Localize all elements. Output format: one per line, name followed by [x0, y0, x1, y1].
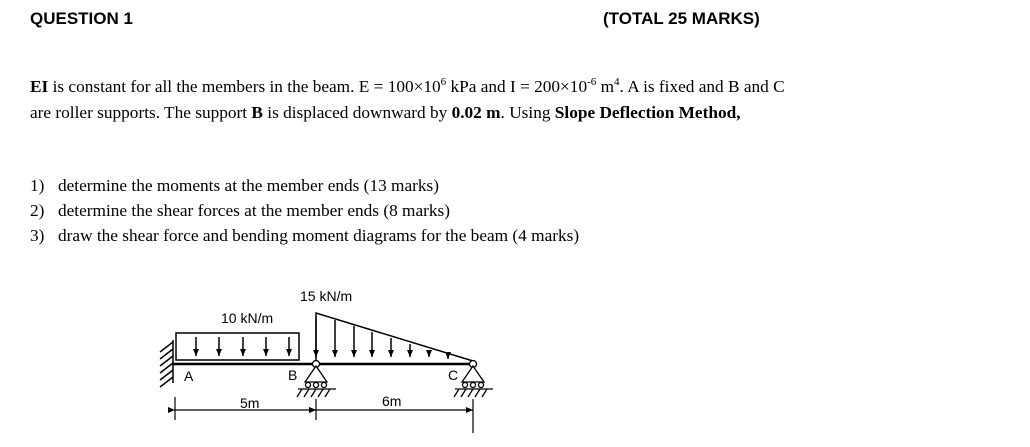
statement-text-3: m	[596, 77, 615, 96]
total-marks: (TOTAL 25 MARKS)	[603, 9, 760, 28]
question-title: QUESTION 1	[30, 9, 133, 28]
node-a-label: A	[184, 368, 194, 384]
statement-text-5: is displaced downward by	[262, 102, 452, 122]
span-bc-label: 6m	[382, 393, 402, 409]
method-name: Slope Deflection Method,	[554, 102, 741, 122]
i-exponent: -6	[587, 76, 597, 89]
list-number: 3)	[30, 226, 45, 245]
udl-label: 10 kN/m	[221, 310, 274, 326]
fixed-support-a	[160, 340, 173, 387]
node-b-label: B	[288, 367, 298, 383]
support-b-term: B	[251, 102, 263, 122]
statement-text-1: is constant for all the members in the beam. E = 100×10	[48, 77, 441, 96]
node-c-label: C	[448, 367, 459, 383]
list-text: determine the shear forces at the member ends (8 marks)	[58, 201, 451, 220]
span-ab-label: 5m	[240, 395, 260, 411]
m-exponent: 4	[614, 76, 620, 89]
roller-support-b	[297, 361, 336, 398]
list-text: draw the shear force and bending moment diagrams for the beam (4 marks)	[58, 226, 580, 245]
roller-support-c	[454, 361, 493, 398]
ei-term: EI	[30, 77, 49, 96]
udl-load	[176, 333, 299, 360]
list-text: determine the moments at the member ends (13 marks)	[58, 176, 440, 195]
triangular-load-label: 15 kN/m	[300, 288, 353, 304]
e-exponent: 6	[440, 76, 447, 89]
triangular-load	[316, 313, 473, 361]
displacement-value: 0.02 m	[451, 102, 501, 122]
list-number: 2)	[30, 201, 45, 220]
dimension-lines	[175, 397, 473, 433]
list-number: 1)	[30, 176, 45, 195]
statement-text-2: kPa and I = 200×10	[446, 77, 588, 96]
statement-text-6: . Using	[500, 102, 555, 122]
statement-text-4: . A is fixed and B and C are roller supports. The support	[30, 77, 785, 122]
